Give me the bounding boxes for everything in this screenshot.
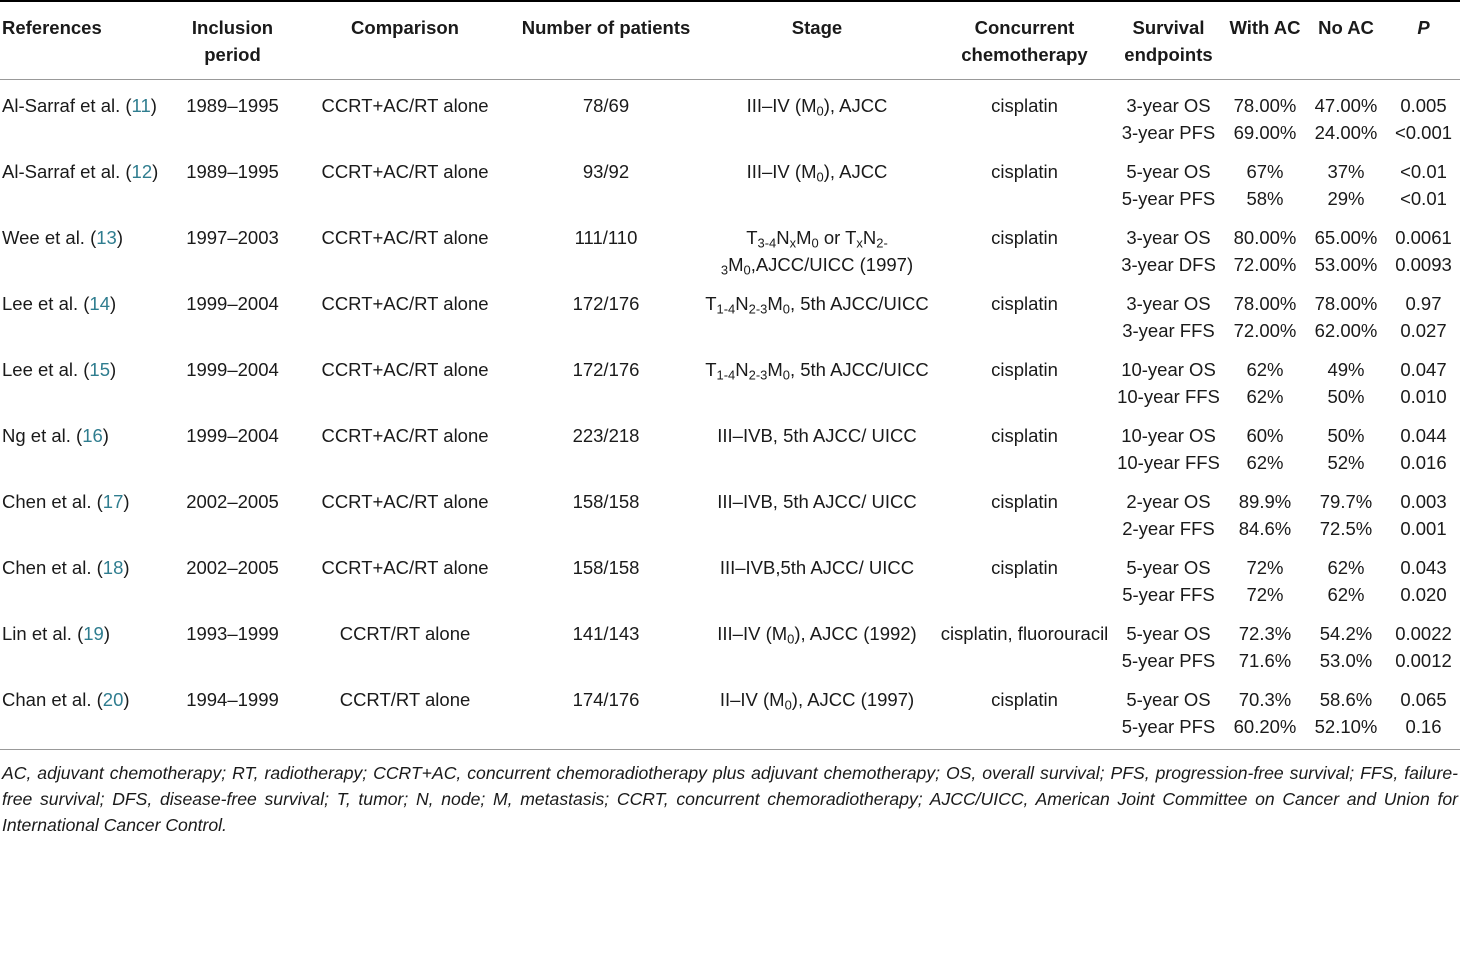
endpoint-cell: 3-year OS bbox=[1126, 293, 1211, 314]
stage-text: M bbox=[767, 359, 783, 380]
stage-text: III–IV (M bbox=[717, 623, 788, 644]
reference-author: Lin et al. ( bbox=[2, 623, 84, 644]
endpoint-cell: 3-year DFS bbox=[1121, 254, 1216, 275]
reference-cell bbox=[0, 608, 170, 674]
stage-text: III–IVB, 5th AJCC/ UICC bbox=[717, 425, 917, 446]
reference-close: ) bbox=[123, 491, 130, 512]
reference-close: ) bbox=[102, 425, 109, 446]
stage-text: II–IV (M bbox=[719, 689, 785, 710]
header-inclusion-period: Inclusion period bbox=[191, 17, 274, 65]
stage-text: M bbox=[728, 254, 744, 275]
stage-text: III–IVB, 5th AJCC/ UICC bbox=[717, 491, 917, 512]
reference-link[interactable]: 20 bbox=[102, 689, 124, 710]
p-value-cell: 0.016 bbox=[1400, 452, 1447, 473]
inclusion-period-cell: 1999–2004 bbox=[186, 293, 279, 314]
p-value-cell: 0.16 bbox=[1405, 716, 1442, 737]
stage-text: T bbox=[705, 293, 717, 314]
no-ac-cell: 54.2% bbox=[1319, 623, 1373, 644]
p-value-cell: 0.0022 bbox=[1395, 623, 1452, 644]
p-value-cell: 0.047 bbox=[1400, 359, 1447, 380]
endpoint-cell: 5-year PFS bbox=[1121, 650, 1216, 671]
stage-text: , 5th AJCC/UICC bbox=[789, 293, 929, 314]
chemotherapy-cell: cisplatin bbox=[991, 161, 1058, 182]
endpoint-cell: 10-year FFS bbox=[1117, 386, 1220, 407]
table-row bbox=[0, 146, 1460, 185]
reference-cell bbox=[0, 278, 170, 344]
patients-cell: 141/143 bbox=[572, 623, 640, 644]
stage-text: M bbox=[767, 293, 783, 314]
header-number-of-patients: Number of patients bbox=[521, 17, 691, 38]
p-value-cell: 0.027 bbox=[1400, 320, 1447, 341]
reference-link[interactable]: 13 bbox=[96, 227, 117, 248]
endpoint-cell: 2-year FFS bbox=[1122, 518, 1215, 539]
comparison-cell: CCRT/RT alone bbox=[339, 689, 471, 710]
reference-link[interactable]: 17 bbox=[102, 491, 124, 512]
comparison-cell: CCRT+AC/RT alone bbox=[321, 359, 489, 380]
p-value-cell: 0.065 bbox=[1400, 689, 1447, 710]
p-value-cell: 0.0012 bbox=[1395, 650, 1452, 671]
no-ac-cell: 78.00% bbox=[1314, 293, 1378, 314]
endpoint-cell: 2-year OS bbox=[1126, 491, 1211, 512]
with-ac-cell: 58% bbox=[1246, 188, 1284, 209]
endpoint-cell: 10-year FFS bbox=[1117, 452, 1220, 473]
p-value-cell: 0.001 bbox=[1400, 518, 1447, 539]
p-value-cell: <0.01 bbox=[1400, 161, 1447, 182]
patients-cell: 223/218 bbox=[572, 425, 640, 446]
inclusion-period-cell: 2002–2005 bbox=[186, 557, 279, 578]
stage-text: T bbox=[705, 359, 717, 380]
with-ac-cell: 67% bbox=[1246, 161, 1284, 182]
endpoint-cell: 5-year OS bbox=[1126, 557, 1211, 578]
no-ac-cell: 62% bbox=[1327, 557, 1365, 578]
stage-text: ), AJCC (1997) bbox=[791, 689, 915, 710]
stage-subscript: 2-3 bbox=[720, 235, 888, 278]
header-comparison: Comparison bbox=[351, 17, 459, 38]
stage-cell bbox=[697, 410, 937, 476]
patients-cell: 78/69 bbox=[582, 95, 630, 116]
stage-subscript: 0 bbox=[811, 235, 819, 251]
reference-author: Al-Sarraf et al. ( bbox=[2, 95, 132, 116]
with-ac-cell: 71.6% bbox=[1238, 650, 1292, 671]
reference-cell bbox=[0, 476, 170, 542]
with-ac-cell: 72% bbox=[1246, 584, 1284, 605]
stage-subscript: 0 bbox=[816, 103, 824, 119]
stage-subscript: 3-4 bbox=[757, 235, 777, 251]
stage-cell bbox=[697, 146, 937, 212]
with-ac-cell: 69.00% bbox=[1233, 122, 1297, 143]
no-ac-cell: 52.10% bbox=[1314, 716, 1378, 737]
patients-cell: 158/158 bbox=[572, 491, 640, 512]
no-ac-cell: 50% bbox=[1327, 425, 1365, 446]
comparison-cell: CCRT+AC/RT alone bbox=[321, 425, 489, 446]
stage-text: ), AJCC bbox=[823, 161, 888, 182]
reference-link[interactable]: 14 bbox=[89, 293, 110, 314]
p-value-cell: 0.0093 bbox=[1395, 254, 1452, 275]
reference-close: ) bbox=[152, 161, 159, 182]
stage-cell bbox=[697, 278, 937, 344]
p-value-cell: 0.043 bbox=[1400, 557, 1447, 578]
with-ac-cell: 60.20% bbox=[1233, 716, 1297, 737]
no-ac-cell: 37% bbox=[1327, 161, 1365, 182]
p-value-cell: 0.044 bbox=[1400, 425, 1447, 446]
patients-cell: 172/176 bbox=[572, 359, 640, 380]
header-stage: Stage bbox=[791, 17, 843, 38]
endpoint-cell: 5-year OS bbox=[1126, 623, 1211, 644]
no-ac-cell: 79.7% bbox=[1319, 491, 1373, 512]
reference-link[interactable]: 15 bbox=[89, 359, 110, 380]
with-ac-cell: 72.00% bbox=[1233, 320, 1297, 341]
stage-text: T bbox=[746, 227, 758, 248]
endpoint-cell: 3-year OS bbox=[1126, 227, 1211, 248]
reference-author: Lee et al. ( bbox=[2, 293, 90, 314]
header-concurrent-chemotherapy: Concurrent chemotherapy bbox=[961, 17, 1088, 65]
comparison-cell: CCRT/RT alone bbox=[339, 623, 471, 644]
with-ac-cell: 62% bbox=[1246, 359, 1284, 380]
no-ac-cell: 50% bbox=[1327, 386, 1365, 407]
reference-close: ) bbox=[123, 689, 130, 710]
with-ac-cell: 80.00% bbox=[1233, 227, 1297, 248]
reference-close: ) bbox=[150, 95, 157, 116]
table-row bbox=[0, 476, 1460, 515]
stage-text: N bbox=[776, 227, 790, 248]
table-body bbox=[0, 80, 1460, 750]
stage-subscript: 0 bbox=[784, 697, 792, 713]
chemotherapy-cell: cisplatin bbox=[991, 491, 1058, 512]
endpoint-cell: 5-year FFS bbox=[1122, 584, 1215, 605]
reference-author: Al-Sarraf et al. ( bbox=[2, 161, 132, 182]
no-ac-cell: 62% bbox=[1327, 584, 1365, 605]
chemotherapy-cell: cisplatin bbox=[991, 359, 1058, 380]
chemotherapy-cell: cisplatin, fluorouracil bbox=[940, 623, 1109, 644]
stage-subscript: 1-4 bbox=[716, 301, 736, 317]
stage-subscript: 1-4 bbox=[716, 367, 736, 383]
reference-cell bbox=[0, 80, 170, 147]
reference-cell bbox=[0, 674, 170, 750]
table-row bbox=[0, 212, 1460, 251]
stage-text: III–IV (M bbox=[746, 161, 817, 182]
chemotherapy-cell: cisplatin bbox=[991, 425, 1058, 446]
stage-text: or T bbox=[818, 227, 857, 248]
reference-link[interactable]: 18 bbox=[102, 557, 124, 578]
reference-cell bbox=[0, 212, 170, 278]
reference-author: Chen et al. ( bbox=[2, 491, 103, 512]
with-ac-cell: 70.3% bbox=[1238, 689, 1292, 710]
endpoint-cell: 3-year PFS bbox=[1121, 122, 1216, 143]
header-survival-endpoints: Survival endpoints bbox=[1124, 17, 1213, 65]
stage-subscript: 0 bbox=[782, 367, 790, 383]
no-ac-cell: 72.5% bbox=[1319, 518, 1373, 539]
with-ac-cell: 89.9% bbox=[1238, 491, 1292, 512]
stage-subscript: x bbox=[789, 235, 797, 251]
stage-subscript: 0 bbox=[816, 169, 824, 185]
reference-link[interactable]: 19 bbox=[83, 623, 104, 644]
table-row bbox=[0, 542, 1460, 581]
header-no-ac: No AC bbox=[1318, 17, 1374, 38]
no-ac-cell: 58.6% bbox=[1319, 689, 1373, 710]
reference-cell bbox=[0, 146, 170, 212]
comparison-cell: CCRT+AC/RT alone bbox=[321, 227, 489, 248]
stage-text: ,AJCC/UICC (1997) bbox=[750, 254, 914, 275]
comparison-cell: CCRT+AC/RT alone bbox=[321, 293, 489, 314]
patients-cell: 174/176 bbox=[572, 689, 640, 710]
inclusion-period-cell: 1999–2004 bbox=[186, 359, 279, 380]
table-row bbox=[0, 410, 1460, 449]
comparison-cell: CCRT+AC/RT alone bbox=[321, 95, 489, 116]
reference-close: ) bbox=[123, 557, 130, 578]
stage-subscript: 2-3 bbox=[748, 367, 768, 383]
stage-text: ), AJCC bbox=[823, 95, 888, 116]
with-ac-cell: 62% bbox=[1246, 452, 1284, 473]
stage-text: III–IV (M bbox=[746, 95, 817, 116]
p-value-cell: 0.97 bbox=[1405, 293, 1442, 314]
stage-cell bbox=[697, 674, 937, 750]
p-value-cell: 0.010 bbox=[1400, 386, 1447, 407]
reference-close: ) bbox=[110, 359, 117, 380]
chemotherapy-cell: cisplatin bbox=[991, 689, 1058, 710]
p-value-cell: 0.0061 bbox=[1395, 227, 1452, 248]
stage-subscript: 0 bbox=[743, 262, 751, 278]
no-ac-cell: 29% bbox=[1327, 188, 1365, 209]
table-row bbox=[0, 344, 1460, 383]
stage-subscript: 2-3 bbox=[748, 301, 768, 317]
with-ac-cell: 78.00% bbox=[1233, 293, 1297, 314]
with-ac-cell: 62% bbox=[1246, 386, 1284, 407]
reference-close: ) bbox=[103, 623, 110, 644]
stage-text: N bbox=[862, 227, 877, 248]
stage-text: N bbox=[735, 359, 749, 380]
stage-text: III–IVB,5th AJCC/ UICC bbox=[719, 557, 915, 578]
stage-text: , 5th AJCC/UICC bbox=[789, 359, 929, 380]
reference-cell bbox=[0, 344, 170, 410]
reference-cell bbox=[0, 410, 170, 476]
endpoint-cell: 10-year OS bbox=[1121, 425, 1216, 446]
no-ac-cell: 24.00% bbox=[1314, 122, 1378, 143]
no-ac-cell: 53.0% bbox=[1319, 650, 1373, 671]
inclusion-period-cell: 1989–1995 bbox=[186, 95, 279, 116]
no-ac-cell: 49% bbox=[1327, 359, 1365, 380]
no-ac-cell: 65.00% bbox=[1314, 227, 1378, 248]
no-ac-cell: 62.00% bbox=[1314, 320, 1378, 341]
reference-link[interactable]: 11 bbox=[131, 95, 151, 116]
inclusion-period-cell: 2002–2005 bbox=[186, 491, 279, 512]
endpoint-cell: 5-year OS bbox=[1126, 161, 1211, 182]
endpoint-cell: 5-year PFS bbox=[1121, 716, 1216, 737]
stage-subscript: 0 bbox=[782, 301, 790, 317]
reference-cell bbox=[0, 542, 170, 608]
chemotherapy-cell: cisplatin bbox=[991, 557, 1058, 578]
endpoint-cell: 10-year OS bbox=[1121, 359, 1216, 380]
stage-cell bbox=[697, 80, 937, 147]
comparison-cell: CCRT+AC/RT alone bbox=[321, 491, 489, 512]
table-footnote: AC, adjuvant chemotherapy; RT, radiotherapy; CCRT+AC, concurrent chemoradiotherapy plus adjuvant chemotherapy; OS, overall survival; PFS, progression-free survival; FFS, failure-free survival; DFS, disease-free survival; T, tumor; N, node; M, metastasis; CCRT, concurrent chemoradiotherapy; AJCC/UICC, American Joint Committee on Cancer and Union for International Cancer Control. bbox=[2, 763, 1458, 835]
patients-cell: 93/92 bbox=[582, 161, 630, 182]
patients-cell: 111/110 bbox=[574, 227, 638, 248]
patients-cell: 172/176 bbox=[572, 293, 640, 314]
chemotherapy-cell: cisplatin bbox=[991, 227, 1058, 248]
endpoint-cell: 3-year OS bbox=[1126, 95, 1211, 116]
stage-cell bbox=[697, 476, 937, 542]
no-ac-cell: 53.00% bbox=[1314, 254, 1378, 275]
stage-cell bbox=[697, 344, 937, 410]
inclusion-period-cell: 1997–2003 bbox=[186, 227, 279, 248]
header-references: References bbox=[2, 17, 102, 38]
inclusion-period-cell: 1993–1999 bbox=[186, 623, 279, 644]
p-value-cell: 0.020 bbox=[1400, 584, 1447, 605]
no-ac-cell: 47.00% bbox=[1314, 95, 1378, 116]
stage-cell bbox=[697, 542, 937, 608]
p-value-cell: <0.001 bbox=[1394, 122, 1453, 143]
reference-link[interactable]: 12 bbox=[131, 161, 153, 182]
reference-author: Lee et al. ( bbox=[2, 359, 90, 380]
endpoint-cell: 5-year OS bbox=[1126, 689, 1211, 710]
endpoint-cell: 5-year PFS bbox=[1121, 188, 1216, 209]
patients-cell: 158/158 bbox=[572, 557, 640, 578]
reference-author: Ng et al. ( bbox=[2, 425, 83, 446]
chemotherapy-cell: cisplatin bbox=[991, 293, 1058, 314]
comparison-cell: CCRT+AC/RT alone bbox=[321, 557, 489, 578]
stage-subscript: x bbox=[856, 235, 863, 251]
reference-close: ) bbox=[110, 293, 117, 314]
header-p bbox=[1387, 1, 1460, 80]
p-value-cell: <0.01 bbox=[1400, 188, 1447, 209]
p-value-cell: 0.003 bbox=[1400, 491, 1447, 512]
stage-text: M bbox=[796, 227, 812, 248]
endpoint-cell: 3-year FFS bbox=[1122, 320, 1215, 341]
stage-cell bbox=[697, 608, 937, 674]
reference-link[interactable]: 16 bbox=[82, 425, 103, 446]
no-ac-cell: 52% bbox=[1327, 452, 1365, 473]
header-p-label: P bbox=[1417, 17, 1430, 38]
inclusion-period-cell: 1994–1999 bbox=[186, 689, 279, 710]
with-ac-cell: 78.00% bbox=[1233, 95, 1297, 116]
with-ac-cell: 60% bbox=[1246, 425, 1284, 446]
chemotherapy-cell: cisplatin bbox=[991, 95, 1058, 116]
with-ac-cell: 72.00% bbox=[1233, 254, 1297, 275]
table-row bbox=[0, 80, 1460, 120]
table-row bbox=[0, 674, 1460, 713]
with-ac-cell: 72.3% bbox=[1238, 623, 1292, 644]
stage-text: ), AJCC (1992) bbox=[794, 623, 917, 644]
stage-cell bbox=[697, 212, 937, 278]
reference-author: Chan et al. ( bbox=[2, 689, 103, 710]
stage-subscript: 0 bbox=[787, 631, 795, 647]
inclusion-period-cell: 1989–1995 bbox=[186, 161, 279, 182]
header-with-ac: With AC bbox=[1229, 17, 1301, 38]
table-header bbox=[0, 1, 1460, 80]
reference-author: Wee et al. ( bbox=[2, 227, 97, 248]
with-ac-cell: 72% bbox=[1246, 557, 1284, 578]
p-value-cell: 0.005 bbox=[1400, 95, 1447, 116]
reference-close: ) bbox=[116, 227, 124, 248]
table-row bbox=[0, 608, 1460, 647]
comparison-cell: CCRT+AC/RT alone bbox=[321, 161, 489, 182]
inclusion-period-cell: 1999–2004 bbox=[186, 425, 279, 446]
reference-author: Chen et al. ( bbox=[2, 557, 103, 578]
table-row bbox=[0, 278, 1460, 317]
with-ac-cell: 84.6% bbox=[1238, 518, 1292, 539]
stage-text: N bbox=[735, 293, 749, 314]
